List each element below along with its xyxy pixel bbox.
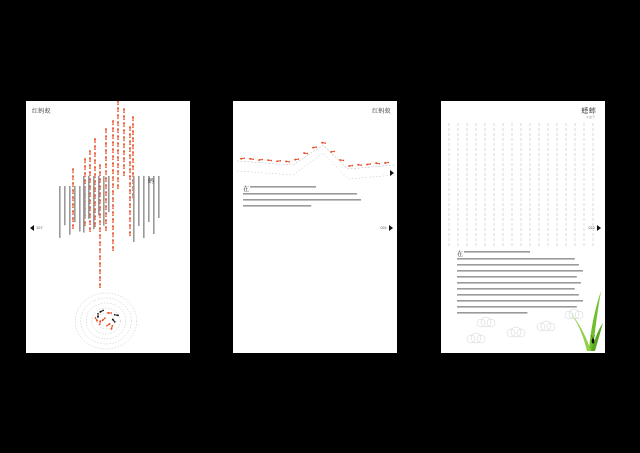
text-column [133, 176, 135, 242]
text-column [98, 176, 100, 215]
ant-icon [112, 218, 114, 223]
ant-icon [89, 220, 91, 225]
ant-icon [123, 143, 125, 148]
text-line [243, 199, 361, 201]
ant-icon [105, 149, 107, 154]
ant-icon [72, 217, 74, 222]
ant-icon [105, 163, 107, 168]
text-column [158, 176, 160, 218]
ant-icon [94, 138, 96, 143]
ant-icon [117, 149, 119, 154]
ant-icon [112, 190, 114, 195]
ant-icon [112, 204, 114, 209]
ant-icon [105, 184, 107, 189]
dropcap: 在 [457, 251, 464, 258]
ant-icon [339, 159, 344, 161]
hole-ring [75, 293, 137, 349]
text-line [243, 193, 357, 195]
ant-icon [132, 137, 134, 142]
ant-icon [294, 158, 299, 160]
cloud-icon [507, 327, 525, 337]
ant-icon [117, 177, 119, 182]
hole-ring [81, 298, 132, 344]
ant-icon [99, 262, 101, 267]
left-arrow-icon[interactable] [30, 225, 34, 231]
text-column [103, 176, 105, 226]
ant-icon [348, 165, 353, 167]
ant-icon [129, 168, 131, 173]
ant-icon [94, 145, 96, 150]
ant-icon [112, 197, 114, 202]
ant-icon [72, 168, 74, 173]
ant-icon [117, 163, 119, 168]
ant-icon [132, 158, 134, 163]
text-column [74, 186, 76, 222]
ant-icon [117, 170, 119, 175]
ant-icon [72, 189, 74, 194]
ant-icon [129, 161, 131, 166]
text-column [84, 186, 86, 219]
dropcap: 在 [243, 186, 250, 193]
right-arrow-icon[interactable] [597, 225, 601, 231]
text-line [457, 258, 575, 260]
ant-icon [94, 152, 96, 157]
ant-icon [101, 317, 106, 322]
text-column [93, 176, 95, 229]
ant-icon [105, 177, 107, 182]
ant-icon [123, 136, 125, 141]
ant-icon [112, 134, 114, 139]
ant-icon [321, 142, 326, 144]
ant-icon [105, 219, 107, 224]
ant-icon [89, 150, 91, 155]
page-number: 001 [380, 225, 393, 231]
ant-icon [94, 159, 96, 164]
ant-icon [132, 151, 134, 156]
ant-icon [105, 156, 107, 161]
text-column [59, 186, 61, 238]
ant-icon [99, 255, 101, 260]
text-line [457, 264, 579, 266]
right-arrow-icon [390, 170, 394, 176]
ant-icon [105, 226, 107, 231]
ant-icon [99, 171, 101, 176]
book-page-3 [441, 101, 605, 353]
ant-icon [312, 146, 317, 148]
ant-icon [112, 169, 114, 174]
ant-icon [105, 128, 107, 133]
text-line [457, 306, 577, 308]
text-line [457, 276, 577, 278]
ant-icon [72, 182, 74, 187]
ant-icon [112, 155, 114, 160]
text-line [457, 270, 583, 272]
ant-icon [117, 156, 119, 161]
ant-icon [267, 159, 272, 161]
ant-icon [123, 122, 125, 127]
cloud-icon [467, 333, 485, 343]
text-line [457, 282, 581, 284]
ant-icon [112, 176, 114, 181]
ant-icon [129, 196, 131, 201]
ant-bridge-illustration [233, 101, 397, 353]
ant-icon [106, 323, 111, 327]
ant-icon [112, 162, 114, 167]
ant-icon [129, 133, 131, 138]
ant-icon [99, 220, 101, 225]
dropcap: 蚂 [148, 178, 155, 185]
ant-icon [72, 175, 74, 180]
book-page-2 [233, 101, 397, 353]
text-column [64, 186, 66, 225]
ant-icon [112, 239, 114, 244]
ant-icon [117, 128, 119, 133]
ant-icon [375, 162, 380, 164]
ant-icon [123, 150, 125, 155]
ant-icon [129, 175, 131, 180]
ant-icon [112, 246, 114, 251]
page-title: 红蚂蚁 [372, 108, 391, 115]
ant-icon [99, 227, 101, 232]
ant-icon [258, 159, 263, 161]
ant-icon [117, 114, 119, 119]
ant-icon [112, 148, 114, 153]
ant-icon [99, 234, 101, 239]
ant-icon [117, 121, 119, 126]
ant-icon [129, 189, 131, 194]
hole-ring [92, 308, 121, 334]
ant-icon [117, 107, 119, 112]
text-line [250, 186, 316, 188]
ant-icon [123, 129, 125, 134]
ant-icon [99, 269, 101, 274]
ant-icon [132, 165, 134, 170]
page-title: 蟋蟀 [581, 107, 596, 115]
ant-icon [105, 142, 107, 147]
ant-icon [89, 227, 91, 232]
ant-icon [72, 196, 74, 201]
ant-icon [99, 248, 101, 253]
ant-icon [112, 141, 114, 146]
ant-icon [89, 171, 91, 176]
text-column [79, 186, 81, 232]
ant-icon [117, 135, 119, 140]
cricket-illustration [441, 101, 605, 353]
ant-icon [111, 318, 116, 323]
page-title: 红蚂蚁 [32, 108, 51, 115]
ant-icon [72, 224, 74, 229]
ant-icon [105, 198, 107, 203]
text-line [464, 251, 530, 253]
cloud-icon [477, 317, 495, 327]
ant-icon [117, 101, 119, 105]
text-line [457, 300, 583, 302]
text-line [457, 294, 579, 296]
ant-icon [105, 135, 107, 140]
text-column [143, 176, 145, 238]
ant-path [237, 145, 395, 169]
ant-icon [129, 147, 131, 152]
ant-icon [72, 210, 74, 215]
ant-icon [97, 313, 99, 318]
hole-ring [86, 303, 126, 339]
ant-icon [84, 165, 86, 170]
page-number: 107 [30, 225, 43, 231]
ant-icon [112, 232, 114, 237]
ant-icon [303, 152, 308, 154]
ant-icon [105, 205, 107, 210]
text-column [69, 186, 71, 235]
ant-icon [276, 160, 281, 162]
ant-icon [357, 164, 362, 166]
ant-icon [117, 184, 119, 189]
ant-icon [249, 158, 254, 160]
ant-icon [105, 191, 107, 196]
text-column [108, 176, 110, 212]
cloud-icon [537, 321, 555, 331]
text-column [88, 176, 90, 219]
ant-icon [105, 212, 107, 217]
text-line [457, 288, 575, 290]
ant-icon [112, 211, 114, 216]
ant-icon [129, 231, 131, 236]
ant-icon [114, 314, 119, 317]
ant-trail-illustration [26, 101, 190, 353]
ant-icon [330, 150, 335, 152]
ant-icon [84, 158, 86, 163]
ant-icon [112, 225, 114, 230]
book-page-1 [26, 101, 190, 353]
ant-icon [89, 164, 91, 169]
text-line [243, 205, 311, 207]
ant-path [237, 153, 395, 179]
ant-icon [99, 276, 101, 281]
ant-icon [132, 123, 134, 128]
ant-icon [99, 309, 104, 313]
ant-icon [99, 164, 101, 169]
page-subtitle: 小虫子 [585, 115, 595, 119]
ant-icon [123, 115, 125, 120]
ant-icon [129, 203, 131, 208]
ant-icon [110, 325, 113, 330]
ant-icon [240, 157, 245, 159]
ant-icon [123, 164, 125, 169]
arrow-marker [390, 170, 394, 176]
page-number: 022 [588, 225, 601, 231]
text-column [138, 176, 140, 226]
ant-icon [89, 157, 91, 162]
ant-icon [99, 283, 101, 288]
ant-icon [132, 130, 134, 135]
text-line [457, 312, 527, 314]
ant-icon [366, 163, 371, 165]
ant-icon [129, 126, 131, 131]
ant-icon [129, 140, 131, 145]
ant-icon [129, 224, 131, 229]
ant-icon [99, 241, 101, 246]
ant-icon [132, 144, 134, 149]
ant-icon [129, 217, 131, 222]
ant-icon [129, 182, 131, 187]
ant-icon [129, 154, 131, 159]
ant-icon [105, 170, 107, 175]
ant-icon [117, 142, 119, 147]
ant-icon [112, 120, 114, 125]
ant-icon [123, 157, 125, 162]
ant-icon [285, 160, 290, 162]
ant-icon [384, 161, 389, 163]
ant-icon [112, 127, 114, 132]
ant-icon [123, 171, 125, 176]
ant-icon [132, 116, 134, 121]
ant-icon [123, 108, 125, 113]
ant-icon [129, 210, 131, 215]
right-arrow-icon[interactable] [389, 225, 393, 231]
ant-icon [72, 203, 74, 208]
ant-icon [94, 166, 96, 171]
ant-icon [99, 320, 101, 325]
ant-icon [112, 183, 114, 188]
